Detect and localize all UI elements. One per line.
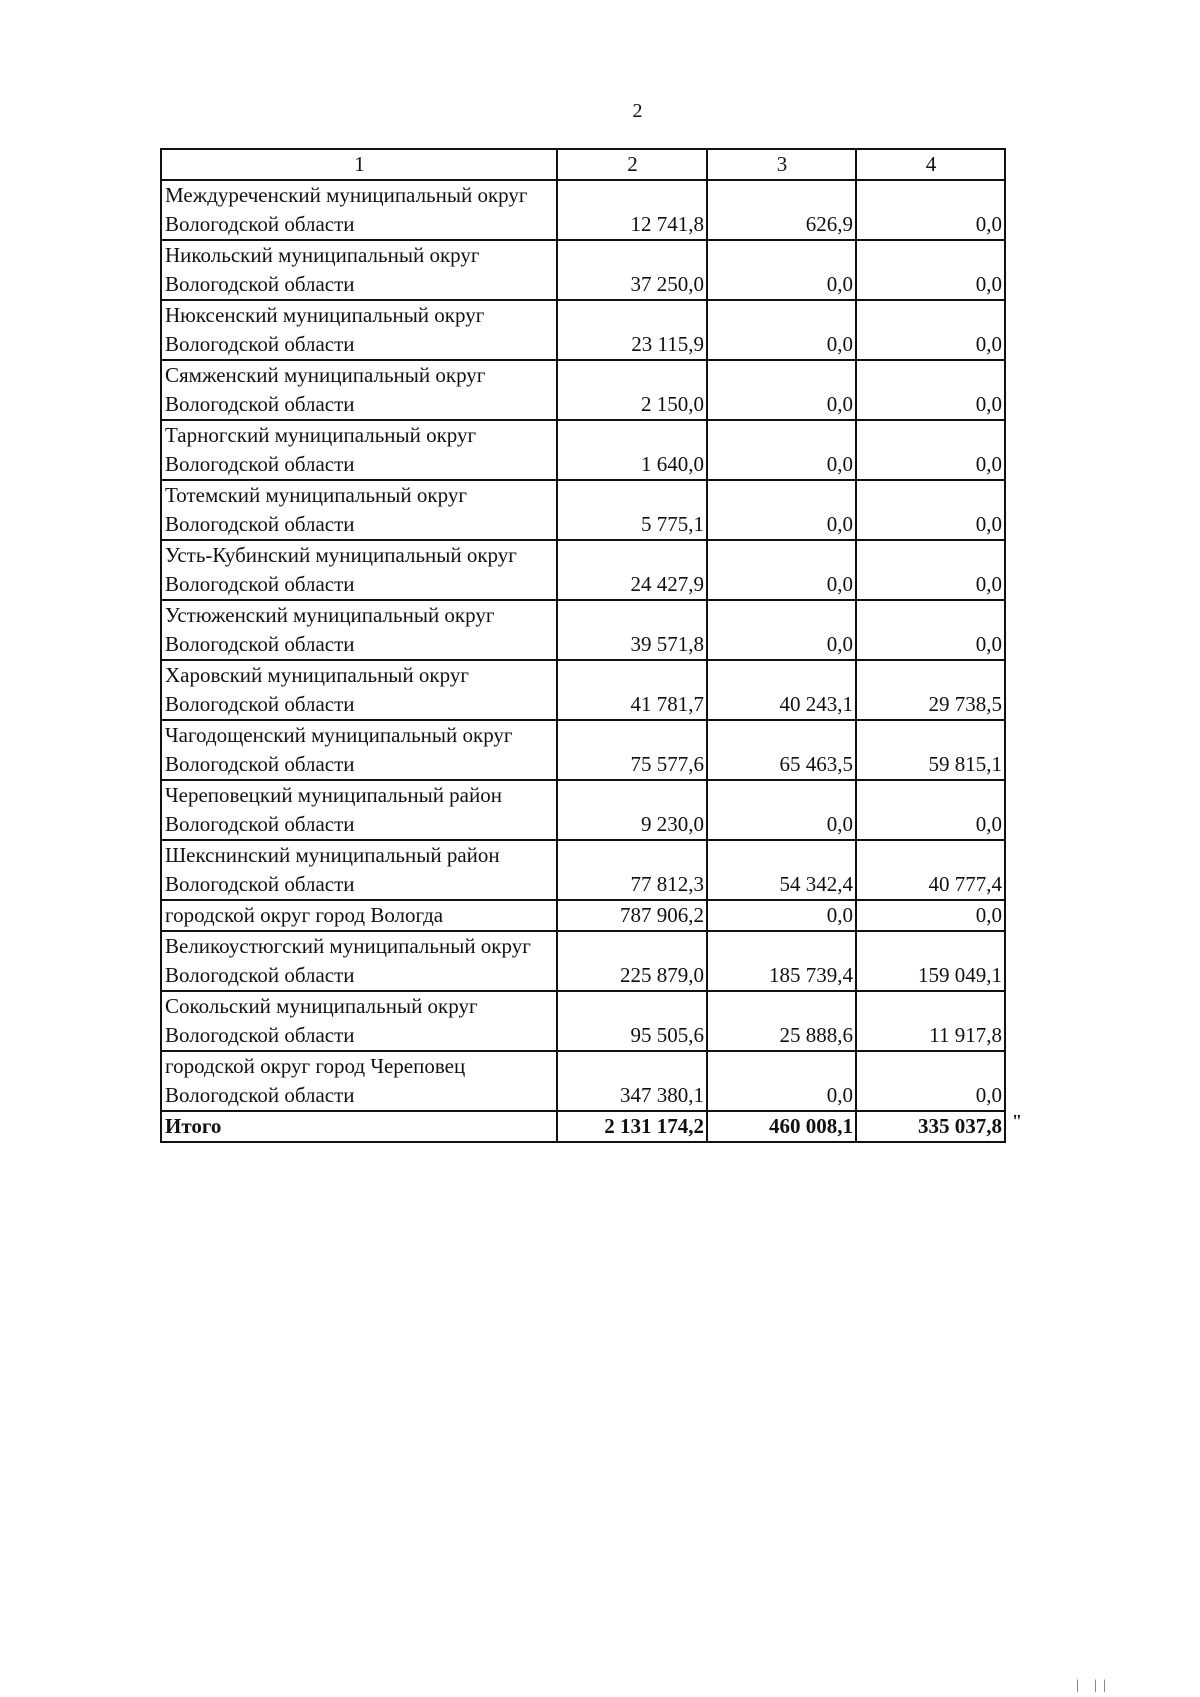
value-col-3: 626,9 <box>707 180 856 240</box>
value-col-2: 9 230,0 <box>557 780 707 840</box>
value-col-2: 41 781,7 <box>557 660 707 720</box>
budget-table-container <box>160 148 1006 1143</box>
total-col-2: 2 131 174,2 <box>557 1111 707 1142</box>
margin-mark: | || <box>1076 1678 1112 1693</box>
value-col-4: 0,0 <box>856 540 1005 600</box>
municipality-name: Устюженский муниципальный округ Вологодской области <box>161 600 557 660</box>
header-col-3: 3 <box>707 149 856 180</box>
value-col-2: 2 150,0 <box>557 360 707 420</box>
value-col-3: 0,0 <box>707 420 856 480</box>
value-col-2: 75 577,6 <box>557 720 707 780</box>
value-col-4: 0,0 <box>856 180 1005 240</box>
value-col-2: 225 879,0 <box>557 931 707 991</box>
municipality-name: Тотемский муниципальный округ Вологодской области <box>161 480 557 540</box>
table-row <box>161 240 1005 300</box>
value-col-4: 0,0 <box>856 900 1005 931</box>
municipality-name: Тарногский муниципальный округ Вологодской области <box>161 420 557 480</box>
table-row <box>161 660 1005 720</box>
header-row <box>161 149 1005 180</box>
value-col-4: 40 777,4 <box>856 840 1005 900</box>
total-col-3: 460 008,1 <box>707 1111 856 1142</box>
municipality-name: Никольский муниципальный округ Вологодской области <box>161 240 557 300</box>
municipality-name: Нюксенский муниципальный округ Вологодской области <box>161 300 557 360</box>
municipality-name: Великоустюгский муниципальный округ Вологодской области <box>161 931 557 991</box>
value-col-3: 0,0 <box>707 540 856 600</box>
header-col-2: 2 <box>557 149 707 180</box>
total-row <box>161 1111 1005 1142</box>
value-col-3: 0,0 <box>707 300 856 360</box>
value-col-2: 39 571,8 <box>557 600 707 660</box>
table-row <box>161 720 1005 780</box>
value-col-4: 11 917,8 <box>856 991 1005 1051</box>
value-col-3: 0,0 <box>707 600 856 660</box>
value-col-4: 59 815,1 <box>856 720 1005 780</box>
table-row <box>161 180 1005 240</box>
value-col-3: 40 243,1 <box>707 660 856 720</box>
municipality-name: Сямженский муниципальный округ Вологодской области <box>161 360 557 420</box>
value-col-4: 0,0 <box>856 300 1005 360</box>
header-col-4: 4 <box>856 149 1005 180</box>
total-label: Итого <box>161 1111 557 1142</box>
budget-table <box>160 148 1006 1143</box>
value-col-4: 0,0 <box>856 360 1005 420</box>
table-header <box>161 149 1005 180</box>
table-row <box>161 900 1005 931</box>
municipality-name: Череповецкий муниципальный район Вологодской области <box>161 780 557 840</box>
page-number: 2 <box>632 100 643 122</box>
value-col-4: 29 738,5 <box>856 660 1005 720</box>
table-row <box>161 840 1005 900</box>
municipality-name: Чагодощенский муниципальный округ Вологодской области <box>161 720 557 780</box>
value-col-3: 0,0 <box>707 780 856 840</box>
value-col-4: 0,0 <box>856 420 1005 480</box>
municipality-name: городской округ город Вологда <box>161 900 557 931</box>
value-col-2: 5 775,1 <box>557 480 707 540</box>
value-col-3: 185 739,4 <box>707 931 856 991</box>
value-col-2: 1 640,0 <box>557 420 707 480</box>
municipality-name: городской округ город Череповец Вологодской области <box>161 1051 557 1111</box>
value-col-3: 0,0 <box>707 1051 856 1111</box>
table-row <box>161 360 1005 420</box>
value-col-3: 0,0 <box>707 480 856 540</box>
value-col-3: 0,0 <box>707 240 856 300</box>
value-col-2: 77 812,3 <box>557 840 707 900</box>
table-row <box>161 480 1005 540</box>
municipality-name: Сокольский муниципальный округ Вологодской области <box>161 991 557 1051</box>
municipality-name: Усть-Кубинский муниципальный округ Вологодской области <box>161 540 557 600</box>
value-col-3: 25 888,6 <box>707 991 856 1051</box>
table-row <box>161 780 1005 840</box>
table-row <box>161 300 1005 360</box>
value-col-4: 0,0 <box>856 1051 1005 1111</box>
table-body <box>161 180 1005 1142</box>
value-col-3: 54 342,4 <box>707 840 856 900</box>
value-col-3: 0,0 <box>707 900 856 931</box>
value-col-4: 0,0 <box>856 780 1005 840</box>
value-col-3: 65 463,5 <box>707 720 856 780</box>
total-col-4: 335 037,8 <box>856 1111 1005 1142</box>
value-col-3: 0,0 <box>707 360 856 420</box>
table-row <box>161 540 1005 600</box>
value-col-4: 0,0 <box>856 600 1005 660</box>
value-col-2: 24 427,9 <box>557 540 707 600</box>
table-row <box>161 1051 1005 1111</box>
value-col-2: 37 250,0 <box>557 240 707 300</box>
value-col-2: 95 505,6 <box>557 991 707 1051</box>
header-col-1: 1 <box>161 149 557 180</box>
table-row <box>161 931 1005 991</box>
value-col-2: 787 906,2 <box>557 900 707 931</box>
value-col-2: 347 380,1 <box>557 1051 707 1111</box>
table-row <box>161 420 1005 480</box>
value-col-4: 159 049,1 <box>856 931 1005 991</box>
value-col-2: 23 115,9 <box>557 300 707 360</box>
municipality-name: Междуреченский муниципальный округ Вологодской области <box>161 180 557 240</box>
closing-quote: " <box>1012 1111 1022 1131</box>
municipality-name: Шекснинский муниципальный район Вологодской области <box>161 840 557 900</box>
municipality-name: Харовский муниципальный округ Вологодской области <box>161 660 557 720</box>
value-col-2: 12 741,8 <box>557 180 707 240</box>
value-col-4: 0,0 <box>856 480 1005 540</box>
table-row <box>161 600 1005 660</box>
table-row <box>161 991 1005 1051</box>
value-col-4: 0,0 <box>856 240 1005 300</box>
